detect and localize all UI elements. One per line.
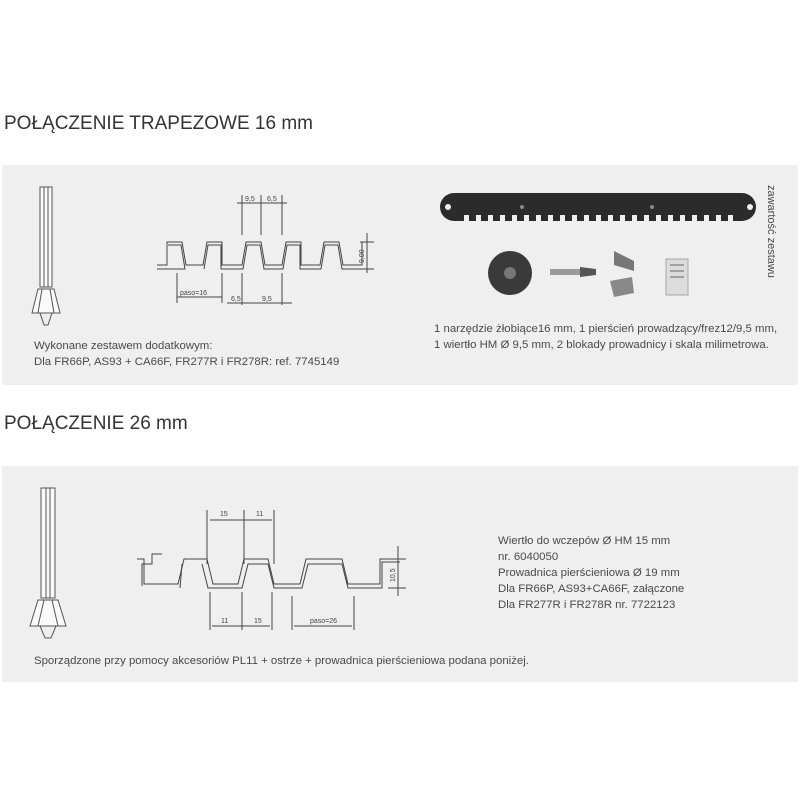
dim-label-top-b: 11 [256,511,264,518]
spec-line: Prowadnica pierścieniowa Ø 19 mm [498,567,680,579]
panel-trapezoid-16mm [2,165,798,385]
dim-label-top-a: 9,5 [245,196,255,203]
dim-label-bottom-b: 15 [254,618,262,625]
kit-contents-line: 1 narzędzie żłobiące16 mm, 1 pierścień prowadzący/frez12/9,5 mm, [434,323,778,335]
template-comb-bar-image [440,193,756,223]
kit-note-line: Dla FR66P, AS93 + CA66F, FR277R i FR278R: ref. 7745149 [34,356,340,368]
trapezoid-16mm-joint-profile [157,195,374,305]
dovetail-bit-16mm-drawing [32,187,60,325]
spec-line: nr. 6040050 [498,551,559,563]
section-heading-trapezoid-16mm: POŁĄCZENIE TRAPEZOWE 16 mm [4,113,313,134]
kit-contents-line: 1 wiertło HM Ø 9,5 mm, 2 blokady prowadnicy i skala milimetrowa. [434,339,769,351]
dim-label-pitch: paso=16 [180,290,208,297]
drill-bit-image [550,267,596,277]
spec-line: Wiertło do wczepów Ø HM 15 mm [498,535,671,547]
spec-line: Dla FR277R i FR278R nr. 7722123 [498,599,676,611]
guide-ring-image [488,251,532,295]
spec-line: Dla FR66P, AS93+CA66F, załączone [498,583,685,595]
joint-26mm-profile [137,510,406,630]
kit-note-line: Wykonane zestawem dodatkowym: [34,340,213,352]
section-heading-26mm: POŁĄCZENIE 26 mm [4,413,188,434]
millimeter-scale-image [666,259,688,295]
dim-label-bottom-b: 9,5 [262,296,272,303]
dim-label-height: 10,5 [390,568,397,582]
dim-label-top-a: 15 [220,511,228,518]
comb-teeth [464,215,733,223]
dim-label-top-b: 6,5 [267,196,277,203]
dim-label-pitch: paso=26 [310,618,338,625]
spec-list [498,533,684,613]
kit-note [34,338,339,370]
dim-label-height: 9,00 [359,249,366,263]
kit-contents [434,321,777,353]
footer-note: Sporządzone przy pomocy akcesoriów PL11 + ostrze + prowadnica pierścieniowa podana poniżej. [34,655,529,667]
guide-locks-image [610,251,634,297]
dovetail-bit-26mm-drawing [30,488,66,638]
panel-26mm [2,466,798,682]
dim-label-bottom-a: 6,5 [231,296,241,303]
kit-contents-label: zawartość zestawu [765,185,777,278]
dim-label-bottom-a: 11 [221,618,229,625]
